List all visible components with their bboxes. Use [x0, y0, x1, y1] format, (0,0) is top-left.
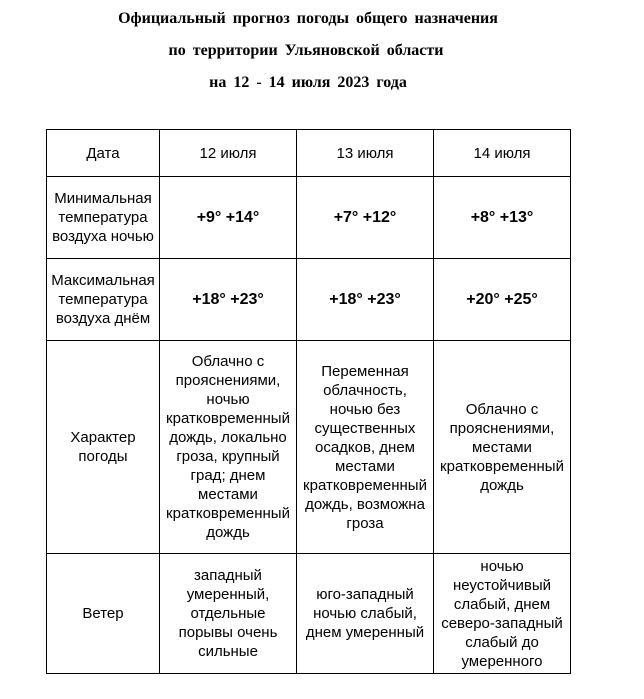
- max-temp-cell: +20° +25°: [434, 259, 571, 341]
- title-line-1: Официальный прогноз погоды общего назначения: [118, 10, 498, 27]
- weather-character-cell: Облачно с прояснениями, ночью кратковременный дождь, локально гроза, крупный град; днем местами кратковременный дождь: [160, 341, 297, 554]
- max-temp-cell: +18° +23°: [297, 259, 434, 341]
- table-row-min-temp: [47, 177, 571, 259]
- date-cell: 14 июля: [434, 130, 571, 177]
- table-row-max-temp: [47, 259, 571, 341]
- wind-cell: ночью неустойчивый слабый, днем северо-западный слабый до умеренного: [434, 554, 571, 674]
- table-row-weather-character: [47, 341, 571, 554]
- title-line-2: по территории Ульяновской области: [168, 42, 444, 59]
- min-temp-cell: +7° +12°: [297, 177, 434, 259]
- date-header-cell: Дата: [47, 130, 160, 177]
- table-row-wind: [47, 554, 571, 674]
- table-row-date: [47, 130, 571, 177]
- min-temp-label-cell: Минимальная температура воздуха ночью: [47, 177, 160, 259]
- wind-cell: юго-западный ночью слабый, днем умеренный: [297, 554, 434, 674]
- min-temp-cell: +9° +14°: [160, 177, 297, 259]
- weather-character-label-cell: Характер погоды: [47, 341, 160, 554]
- max-temp-cell: +18° +23°: [160, 259, 297, 341]
- weather-character-cell: Переменная облачность, ночью без существенных осадков, днем местами кратковременный дождь, возможна гроза: [297, 341, 434, 554]
- wind-cell: западный умеренный, отдельные порывы очень сильные: [160, 554, 297, 674]
- date-cell: 13 июля: [297, 130, 434, 177]
- weather-character-cell: Облачно с прояснениями, местами кратковременный дождь: [434, 341, 571, 554]
- document-title: [0, 3, 644, 99]
- wind-label-cell: Ветер: [47, 554, 160, 674]
- min-temp-cell: +8° +13°: [434, 177, 571, 259]
- title-line-3: на 12 - 14 июля 2023 года: [209, 74, 407, 91]
- forecast-table: [46, 129, 571, 674]
- date-cell: 12 июля: [160, 130, 297, 177]
- max-temp-label-cell: Максимальная температура воздуха днём: [47, 259, 160, 341]
